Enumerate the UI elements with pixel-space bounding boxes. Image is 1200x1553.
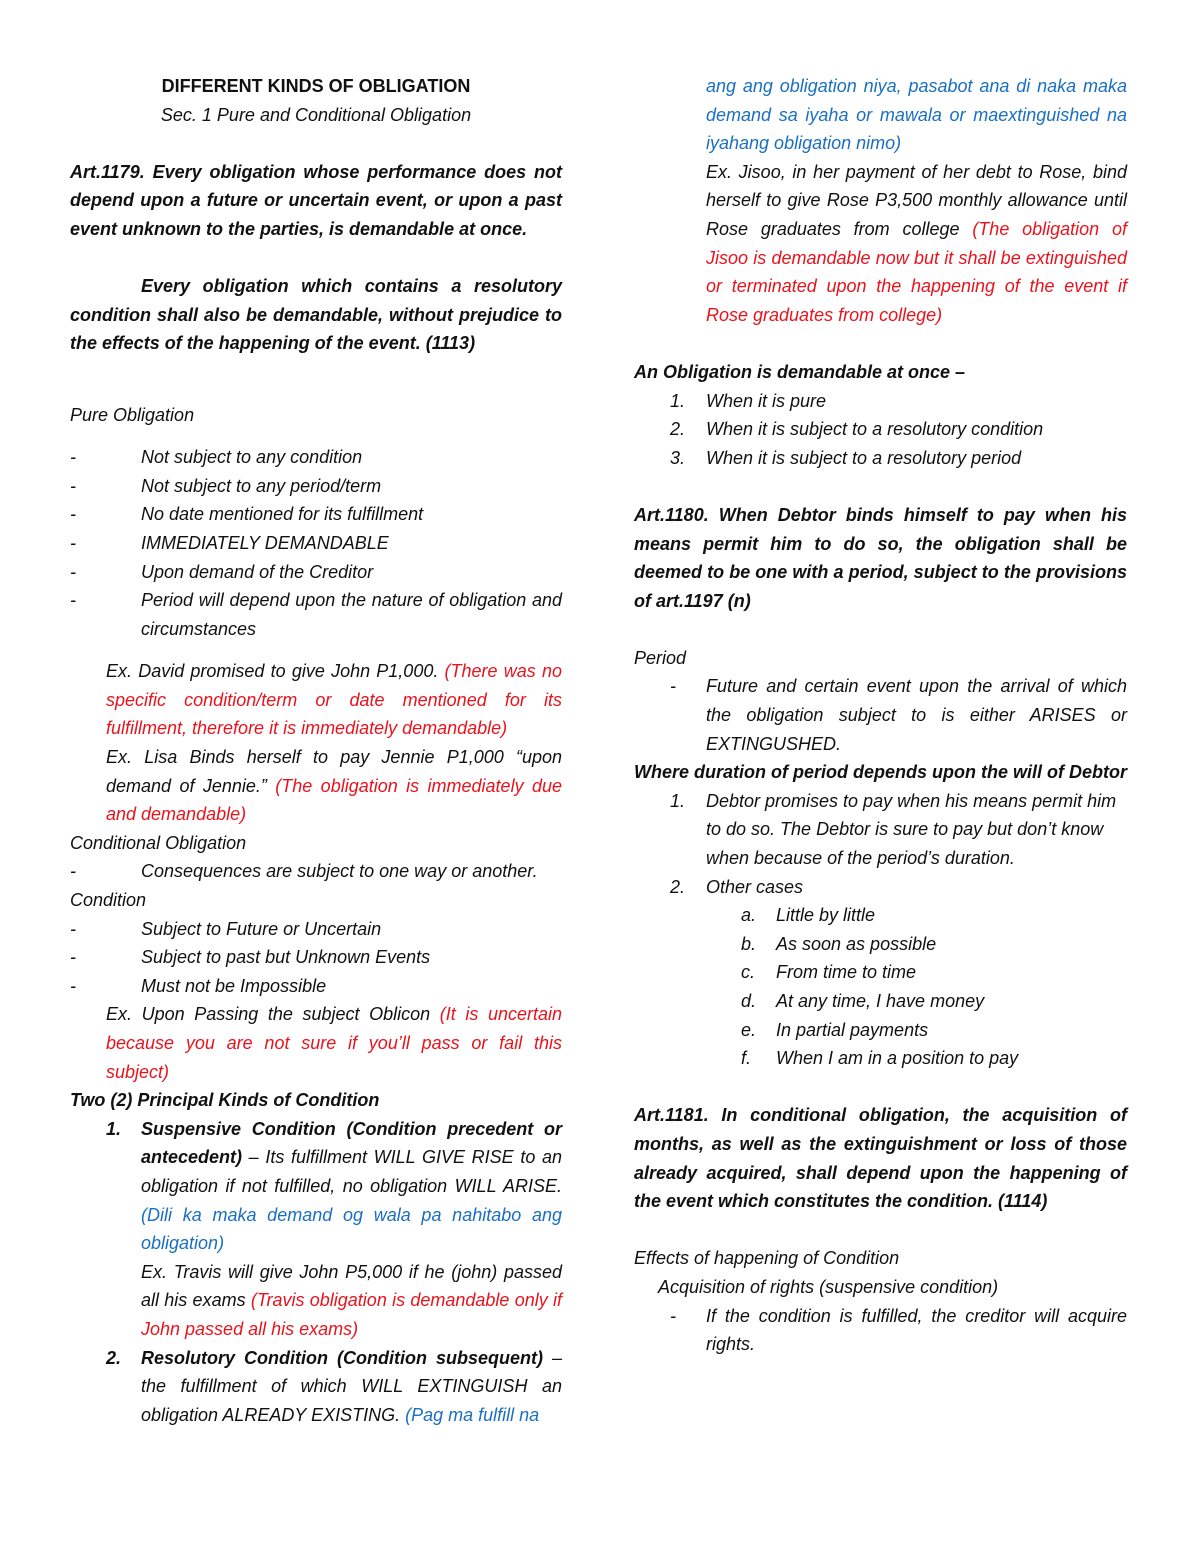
list-item: c. From time to time: [741, 962, 917, 983]
list-item: - If the condition is fulfilled, the creditor will acquire rights.: [670, 1305, 1127, 1355]
section-subtitle: Sec. 1 Pure and Conditional Obligation: [160, 104, 472, 125]
list-item: d. At any time, I have money: [741, 991, 985, 1011]
list-item: e. In partial payments: [741, 1019, 929, 1040]
list-item: 1. Debtor promises to pay when his means permit him to do so. The Debtor is sure to pay but don’t know when because of the period’s duration.: [670, 790, 1117, 869]
example-note: (Travis obligation is demandable only if John passed all his exams): [141, 1290, 562, 1339]
art-1181-paragraph: Art.1181. In conditional obligation, the acquisition of months, as well as the extinguishment or loss of those already acquired, shall depend upon the happening of the event which constitutes the condition. (1114): [634, 1105, 1127, 1212]
example-note: (It is uncertain because you are not sure if you’ll pass or fail this subject): [106, 1004, 563, 1082]
tagalog-note: (Dili ka maka demand og wala pa nahitabo ang obligation): [141, 1204, 562, 1254]
tagalog-note: (Pag ma fulfill na: [405, 1404, 540, 1425]
example-note: (The obligation of Jisoo is demandable now but it shall be extinguished or terminated upon the happening of the event if Rose graduates from college): [706, 218, 1127, 325]
art-1180-paragraph: Art.1180. When Debtor binds himself to pay when his means permit him to do so, the obligation shall be deemed to be one with a period, subject to the provisions of art.1197 (n): [634, 504, 1127, 611]
list-item: - Period will depend upon the nature of obligation and circumstances: [70, 590, 562, 639]
list-item: b. As soon as possible: [741, 933, 937, 954]
list-item-resolutory: 2. Resolutory Condition (Condition subsequent) – the fulfillment of which WILL EXTINGUISH an obligation ALREADY EXISTING. (Pag ma fulfill na: [106, 1347, 562, 1425]
list-item: - Consequences are subject to one way or another.: [70, 861, 538, 882]
list-item: - Upon demand of the Creditor: [70, 561, 374, 582]
other-cases-list: [634, 901, 1127, 1073]
example-note: (There was no specific condition/term or date mentioned for its fulfillment, therefore it is immediately demandable): [106, 661, 562, 739]
document-title: DIFFERENT KINDS OF OBLIGATION: [161, 76, 471, 96]
conditional-obligation-heading: Conditional Obligation: [70, 832, 247, 853]
list-item: - No date mentioned for its fulfillment: [70, 504, 424, 525]
list-item: - Future and certain event upon the arrival of which the obligation subject to is either ARISES or EXTINGUSHED.: [670, 676, 1127, 754]
list-item: f. When I am in a position to pay: [741, 1048, 1019, 1069]
example-note: (The obligation is immediately due and demandable): [106, 775, 562, 825]
art-1179-paragraph-2: Every obligation which contains a resolutory condition shall also be demandable, without prejudice to the effects of the happening of the event. (1113): [70, 276, 562, 354]
list-item: - Must not be Impossible: [70, 975, 327, 996]
period-heading: Period: [634, 647, 687, 668]
list-item: - Subject to Future or Uncertain: [70, 918, 382, 939]
right-column: [634, 72, 1127, 1359]
tagalog-note-continued: ang ang obligation niya, pasabot ana di naka maka demand sa iyaha or mawala or maextinguished na iyahang obligation nimo): [706, 76, 1127, 154]
list-item: - IMMEDIATELY DEMANDABLE: [70, 532, 389, 553]
effects-heading: Effects of happening of Condition: [634, 1248, 900, 1269]
condition-heading: Condition: [70, 890, 147, 911]
art-1179-paragraph-1: Art.1179. Every obligation whose performance does not depend upon a future or uncertain event, or upon a past event unknown to the parties, is demandable at once.: [70, 161, 562, 239]
example-jisoo: Ex. Jisoo, in her payment of her debt to Rose, bind herself to give Rose P3,500 monthly allowance until Rose graduates from college (The obligation of Jisoo is demandable now but it shall be extinguished or terminated upon the happening of the event if Rose graduates from college): [706, 161, 1127, 325]
list-item: 1. When it is pure: [670, 390, 827, 411]
left-column: [70, 72, 562, 1429]
list-item: - Not subject to any period/term: [70, 475, 382, 496]
list-item: 3. When it is subject to a resolutory period: [670, 447, 1022, 468]
example-david: Ex. David promised to give John P1,000. (There was no specific condition/term or date mentioned for its fulfillment, therefore it is immediately demandable): [106, 661, 562, 739]
condition-list: [70, 915, 562, 1001]
list-item: - Subject to past but Unknown Events: [70, 947, 431, 968]
pure-obligation-list: [70, 443, 562, 643]
list-item: 2. Other cases: [670, 876, 804, 897]
list-item: 2. When it is subject to a resolutory condition: [670, 419, 1044, 440]
example-lisa: Ex. Lisa Binds herself to pay Jennie P1,000 “upon demand of Jennie.” (The obligation is immediately due and demandable): [106, 747, 562, 825]
demandable-list: [634, 387, 1127, 473]
demandable-heading: An Obligation is demandable at once –: [634, 361, 966, 382]
duration-heading: Where duration of period depends upon the will of Debtor: [634, 762, 1127, 783]
principal-kinds-heading: Two (2) Principal Kinds of Condition: [70, 1090, 380, 1111]
list-item: - Not subject to any condition: [70, 447, 363, 468]
list-item-suspensive: 1. Suspensive Condition (Condition precedent or antecedent) – Its fulfillment WILL GIVE RISE to an obligation if not fulfilled, no obligation WILL ARISE. (Dili ka maka demand og wala pa nahitabo ang obligation) Ex. Travis will give John P5,000 if he (john) passed all his exams (Travis obligation is demandable only if John passed all his exams): [106, 1118, 562, 1339]
pure-obligation-heading: Pure Obligation: [70, 404, 195, 425]
example-oblicon: Ex. Upon Passing the subject Oblicon (It is uncertain because you are not sure if you’ll pass or fail this subject): [106, 1004, 563, 1082]
acquisition-heading: Acquisition of rights (suspensive condition): [658, 1276, 999, 1297]
list-item: a. Little by little: [741, 905, 876, 926]
